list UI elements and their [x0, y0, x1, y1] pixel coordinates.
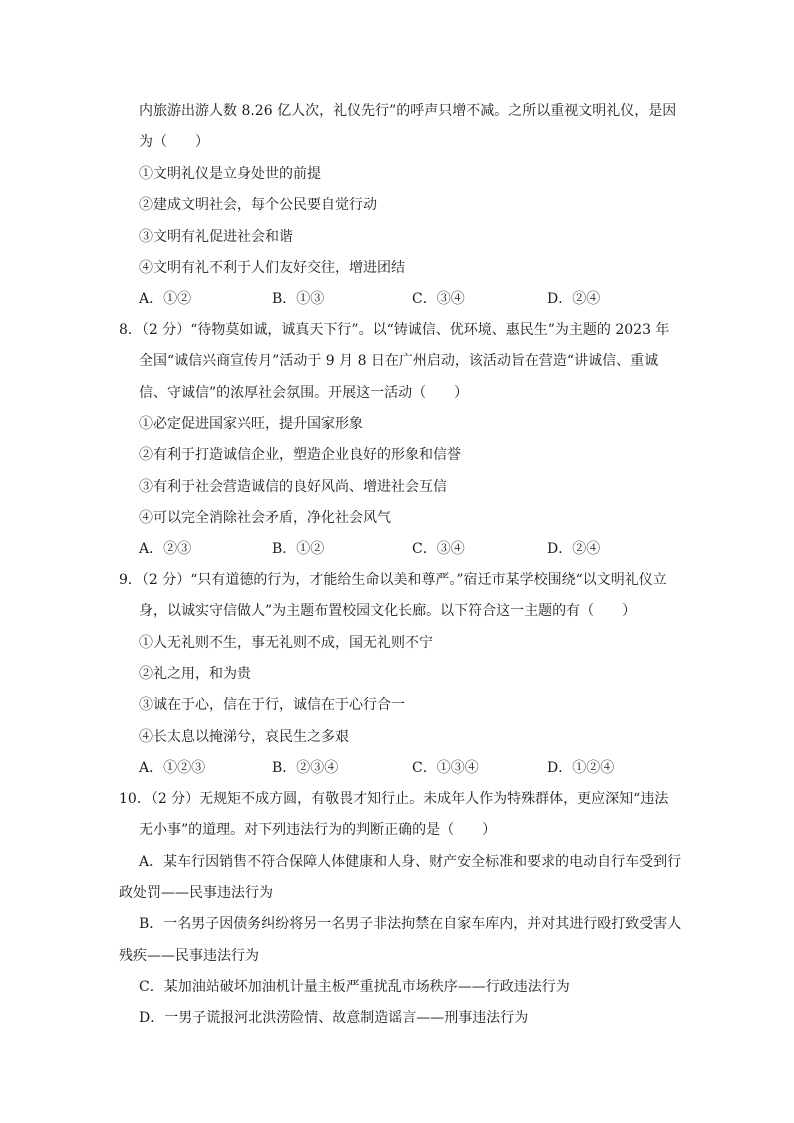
q9-option-b[interactable]: B．②③④ — [272, 760, 339, 776]
q8-option-b[interactable]: B．①② — [272, 541, 325, 557]
q7-option-a[interactable]: A．①② — [139, 291, 192, 307]
q8-stem-line2: 全国“诚信兴商宣传月”活动于 9 月 8 日在广州启动，该活动旨在营造“讲诚信、重诚 — [139, 353, 659, 369]
q7-stem-line1: 内旅游出游人数 8.26 亿人次，礼仪先行”的呼声只增不减。之所以重视文明礼仪，是因 — [139, 103, 677, 119]
q10-option-a-cont: 政处罚——民事违法行为 — [119, 885, 273, 901]
q8-item-4: ④可以完全消除社会矛盾，净化社会风气 — [139, 510, 391, 526]
q9-item-3: ③诚在于心，信在于行，诚信在于心行合一 — [139, 697, 405, 713]
q7-item-1: ①文明礼仪是立身处世的前提 — [139, 166, 321, 182]
q7-item-2: ②建成文明社会，每个公民要自觉行动 — [139, 197, 377, 213]
q9-option-a[interactable]: A．①②③ — [139, 760, 206, 776]
q7-option-c[interactable]: C．③④ — [412, 291, 465, 307]
q9-item-1: ①人无礼则不生，事无礼则不成，国无礼则不宁 — [139, 635, 433, 651]
q8-option-a[interactable]: A．②③ — [139, 541, 192, 557]
q8-option-c[interactable]: C．③④ — [412, 541, 465, 557]
q10-stem-line1: 10．（2 分）无规矩不成方圆，有敬畏才知行止。未成年人作为特殊群体，更应深知“违法 — [119, 791, 669, 807]
q10-stem-line2: 无小事”的道理。对下列违法行为的判断正确的是（ ） — [139, 822, 497, 838]
q10-option-b-cont: 残疾——民事违法行为 — [119, 948, 259, 964]
q8-stem-line1: 8．（2 分）“待物莫如诚，诚真天下行”。以“铸诚信、优环境、惠民生”为主题的 2023 年 — [119, 322, 670, 338]
q9-stem-line2: 身，以诚实守信做人”为主题布置校园文化长廊。以下符合这一主题的有（ ） — [139, 603, 637, 619]
q10-option-c[interactable]: C．某加油站破坏加油机计量主板严重扰乱市场秩序——行政违法行为 — [139, 979, 570, 995]
q8-item-1: ①必定促进国家兴旺，提升国家形象 — [139, 416, 363, 432]
q10-option-a[interactable]: A．某车行因销售不符合保障人体健康和人身、财产安全标准和要求的电动自行车受到行 — [139, 854, 682, 870]
q7-item-4: ④文明有礼不利于人们友好交往，增进团结 — [139, 260, 405, 276]
q8-option-d[interactable]: D．②④ — [547, 541, 601, 557]
q7-option-b[interactable]: B．①③ — [272, 291, 325, 307]
q7-stem-line2: 为（ ） — [139, 134, 209, 150]
q8-stem-line3: 信、守诚信”的浓厚社会氛围。开展这一活动（ ） — [139, 385, 469, 401]
q9-item-2: ②礼之用，和为贵 — [139, 666, 251, 682]
q7-option-d[interactable]: D．②④ — [547, 291, 601, 307]
q8-item-2: ②有利于打造诚信企业，塑造企业良好的形象和信誉 — [139, 447, 461, 463]
q9-item-4: ④长太息以掩涕兮，哀民生之多艰 — [139, 729, 349, 745]
q10-option-d[interactable]: D．一男子谎报河北洪涝险情、故意制造谣言——刑事违法行为 — [139, 1010, 529, 1026]
q9-stem-line1: 9．（2 分）“只有道德的行为，才能给生命以美和尊严。”宿迁市某学校围绕“以文明礼仪立 — [119, 572, 667, 588]
q9-option-d[interactable]: D．①②④ — [547, 760, 615, 776]
q7-item-3: ③文明有礼促进社会和谐 — [139, 229, 293, 245]
q10-option-b[interactable]: B．一名男子因债务纠纷将另一名男子非法拘禁在自家车库内，并对其进行殴打致受害人 — [139, 916, 682, 932]
q9-option-c[interactable]: C．①③④ — [412, 760, 479, 776]
q8-item-3: ③有利于社会营造诚信的良好风尚、增进社会互信 — [139, 479, 447, 495]
